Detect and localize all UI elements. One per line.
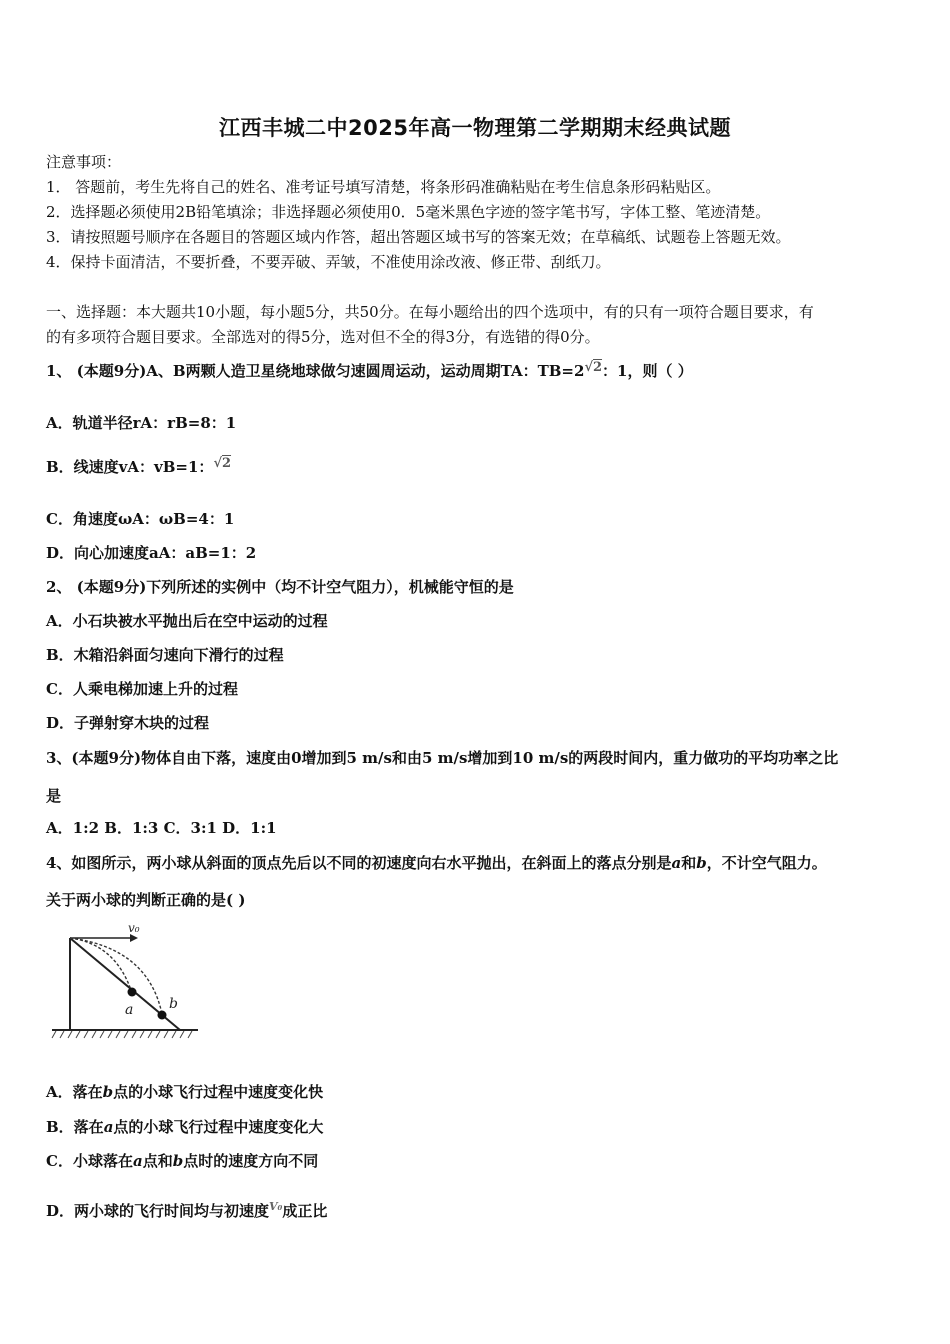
q2-option-a: A．小石块被水平抛出后在空中运动的过程 [46,612,328,630]
notice-item-3: 3．请按照题号顺序在各题目的答题区域内作答，超出答题区域书写的答案无效；在草稿纸、试题卷上答题无效。 [46,228,791,246]
q3-options: A．1:2 B．1:3 C．3:1 D．1:1 [46,819,277,837]
ball-b [158,1011,167,1020]
q2-option-c: C．人乘电梯加速上升的过程 [46,680,238,698]
v0-symbol: V₀ [269,1200,283,1213]
q1-option-c: C．角速度ωA：ωB=4：1 [46,510,235,528]
q4-stem-line-2: 关于两小球的判断正确的是( ) [46,891,246,909]
q3-stem-line-1: 3、(本题9分)物体自由下落，速度由0增加到5 m/s和由5 m/s增加到10 m/s的两段时间内，重力做功的平均功率之比 [46,749,839,767]
q1-option-a: A．轨道半径rA：rB=8：1 [46,414,237,432]
q2-option-d: D．子弹射穿木块的过程 [46,714,210,732]
q4-option-c: C．小球落在a点和b点时的速度方向不同 [46,1152,319,1170]
q4-stem-line-1: 4、如图所示，两小球从斜面的顶点先后以不同的初速度向右水平抛出，在斜面上的落点分别是a和b，不计空气阻力。 [46,854,827,872]
ball-a [128,988,137,997]
q2-stem: 2、 (本题9分)下列所述的实例中（均不计空气阻力），机械能守恒的是 [46,578,514,596]
section-intro-line-2: 的有多项符合题目要求。全部选对的得5分，选对但不全的得3分，有选错的得0分。 [46,328,600,346]
notice-heading: 注意事项： [46,153,122,171]
q2-option-b: B．木箱沿斜面匀速向下滑行的过程 [46,646,284,664]
section-intro-line-1: 一、选择题：本大题共10小题，每小题5分，共50分。在每小题给出的四个选项中，有的只有一项符合题目要求，有 [46,303,814,321]
page-title: 江西丰城二中2025年高一物理第二学期期末经典试题 [219,116,731,140]
notice-item-1: 1． 答题前，考生先将自己的姓名、准考证号填写清楚，将条形码准确粘贴在考生信息条形码粘贴区。 [46,178,721,196]
sqrt-symbol: √2 [213,456,232,471]
v0-label: v₀ [128,921,140,935]
notice-item-2: 2．选择题必须使用2B铅笔填涂；非选择题必须使用0．5毫米黑色字迹的签字笔书写，字体工整、笔迹清楚。 [46,203,771,221]
incline-projectile-figure [48,918,206,1046]
q3-stem-line-2: 是 [46,787,62,805]
notice-item-4: 4．保持卡面清洁，不要折叠，不要弄破、弄皱，不准使用涂改液、修正带、刮纸刀。 [46,253,611,271]
q1-option-d: D．向心加速度aA：aB=1：2 [46,544,257,562]
q4-option-d: D．两小球的飞行时间均与初速度$^{V_0}$成正比 [46,1200,328,1220]
q4-option-a: A．落在b点的小球飞行过程中速度变化快 [46,1083,324,1101]
sqrt-symbol: √2 [584,360,603,375]
q1-stem: 1、 (本题9分)A、B两颗人造卫星绕地球做匀速圆周运动，运动周期TA：TB=2√2：1，则（ ） [46,360,693,380]
point-b-label: b [169,996,178,1012]
q1-option-b: B．线速度vA：vB=1：√2 [46,456,232,476]
q4-option-b: B．落在a点的小球飞行过程中速度变化大 [46,1118,324,1136]
point-a-label: a [125,1002,134,1018]
